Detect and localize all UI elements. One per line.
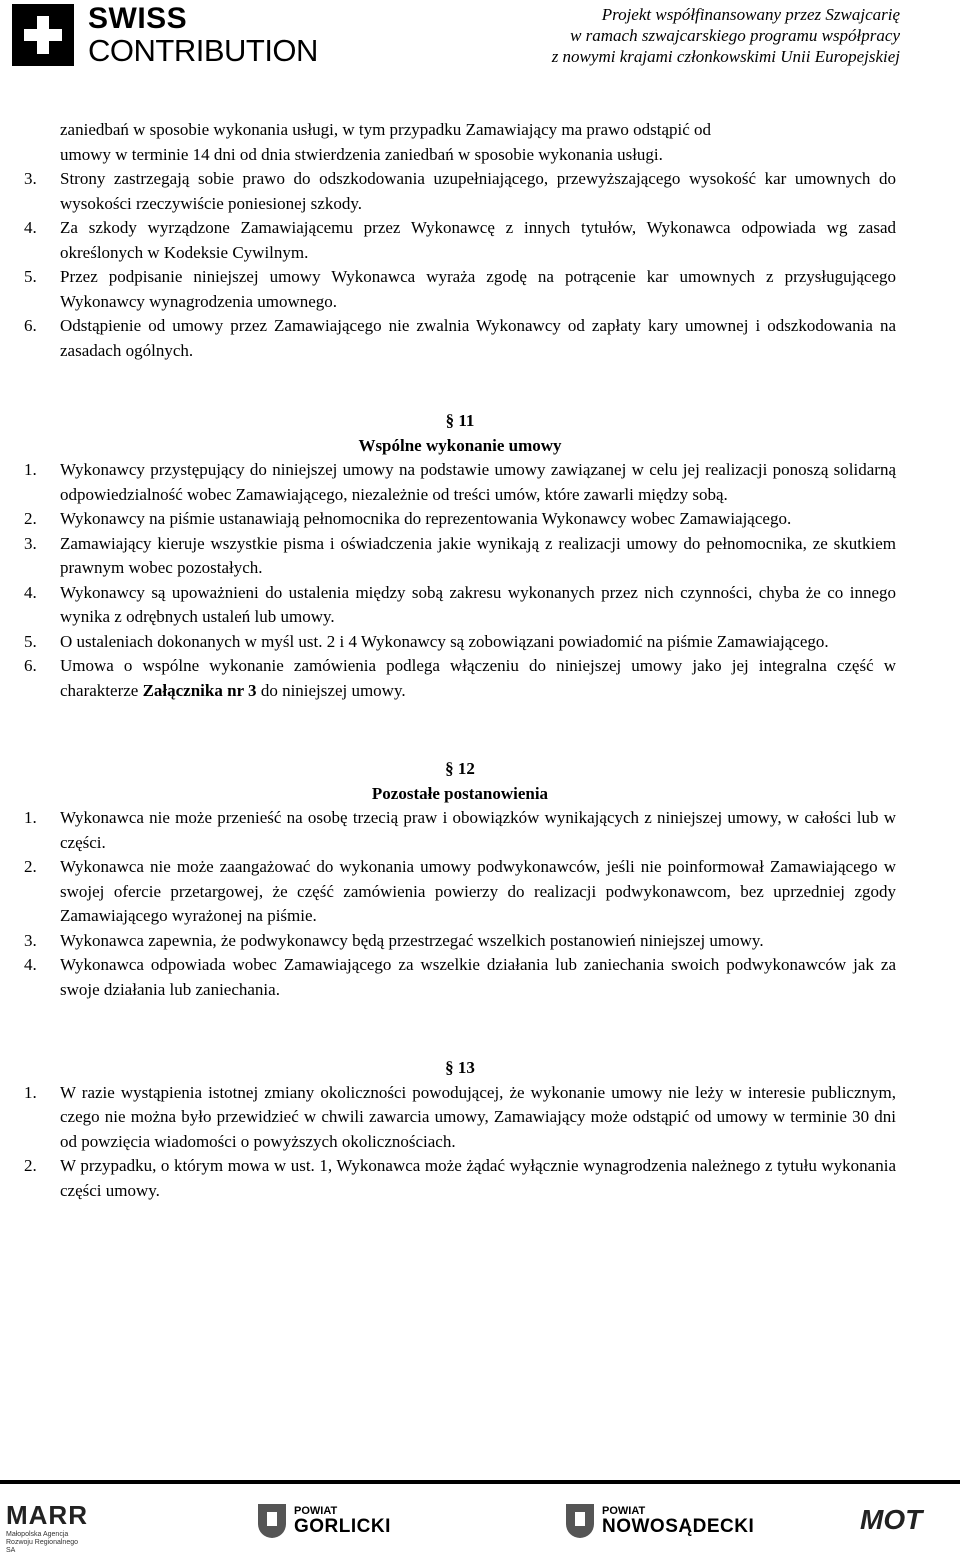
list-item	[24, 630, 896, 655]
item-text: Wykonawca odpowiada wobec Zamawiającego za wszelkie działania lub zaniechania swoich podwykonawców jak za swoje działania lub zaniechania.	[60, 955, 896, 999]
list-item	[24, 1154, 896, 1203]
logo-text-contribution: CONTRIBUTION	[88, 33, 318, 68]
item-text: W razie wystąpienia istotnej zmiany okoliczności powodującej, że wykonanie umowy nie leży w interesie publicznym, czego nie można było przewidzieć w chwili zawarcia umowy, Zamawiający może odstąpić od umowy w terminie 30 dni od powzięcia wiadomości o powyższych okolicznościach.	[60, 1082, 896, 1151]
section-title: Pozostałe postanowienia	[371, 783, 549, 803]
item-text: W przypadku, o którym mowa w ust. 1, Wykonawca może żądać wyłącznie wynagrodzenia należnego z tytułu wykonania części umowy.	[60, 1156, 896, 1200]
footer-divider	[0, 1480, 960, 1484]
powiat-label: POWIAT	[602, 1505, 646, 1517]
powiat-nowosadecki-logo	[566, 1504, 754, 1538]
funding-note-line1: Projekt współfinansowany przez Szwajcarię	[601, 5, 900, 24]
item-number: 2.	[24, 509, 37, 528]
item-number: 1.	[24, 1082, 37, 1102]
funding-note-line2: w ramach szwajcarskiego programu współpracy	[570, 26, 900, 45]
item-text: Wykonawcy są upoważnieni do ustalenia między sobą zakresu wykonanych przez nich czynności, chyba że co innego wynika z odrębnych ustaleń lub umowy.	[60, 582, 896, 626]
coat-of-arms-icon	[258, 1504, 286, 1538]
item-text-pre: Umowa o wspólne wykonanie zamówienia podlega włączeniu do niniejszej umowy jako jej integralna część w charakterze	[60, 656, 896, 700]
list-item	[24, 265, 896, 314]
attachment-reference: Załącznika nr 3	[142, 680, 257, 700]
list-item	[24, 507, 896, 532]
item-text: Przez podpisanie niniejszej umowy Wykonawca wyraża zgodę na potrącenie kar umownych z przysługującego Wykonawcy wynagrodzenia umownego.	[60, 267, 896, 311]
swiss-cross-icon	[12, 4, 74, 66]
page-header	[0, 0, 960, 72]
list-item	[24, 855, 896, 929]
item-text: Strony zastrzegają sobie prawo do odszkodowania uzupełniającego, przewyższającego wysokość kar umownych do wysokości rzeczywiście poniesionej szkody.	[60, 169, 896, 213]
section-number: § 12	[445, 759, 475, 778]
item-text: Wykonawca zapewnia, że podwykonawcy będą przestrzegać wszelkich postanowień niniejszej umowy.	[60, 930, 764, 950]
swiss-contribution-logo	[12, 2, 332, 68]
item-number: 3.	[24, 930, 37, 950]
logo-text-swiss: SWISS	[88, 2, 188, 35]
section-number: § 13	[445, 1058, 475, 1077]
item-number: 4.	[24, 218, 37, 237]
item-text: Zamawiający kieruje wszystkie pisma i oświadczenia jakie wynikają z realizacji umowy do pełnomocnika, ze skutkiem prawnym wobec pozostałych.	[60, 533, 896, 577]
item-text: Wykonawcy przystępujący do niniejszej umowy na podstawie umowy zawiązanej w celu jej realizacji ponoszą solidarną odpowiedzialność wobec Zamawiającego, niezależnie od treści umów, które zawarli między sobą.	[60, 460, 896, 504]
item-number: 4.	[24, 955, 37, 974]
list-item	[24, 654, 896, 703]
funding-note	[552, 4, 900, 67]
item-number: 1.	[24, 808, 37, 827]
list-item	[24, 1081, 896, 1155]
list-item	[24, 167, 896, 216]
item-number: 6.	[24, 656, 37, 675]
list-item	[24, 806, 896, 855]
funding-note-line3: z nowymi krajami członkowskimi Unii Europejskiej	[551, 47, 900, 66]
mot-logo: MOT	[860, 1504, 923, 1535]
item-number: 3.	[24, 169, 37, 188]
item-number: 2.	[24, 1156, 37, 1175]
item-text: Wykonawcy na piśmie ustanawiają pełnomocnika do reprezentowania Wykonawcy wobec Zamawiającego.	[60, 509, 792, 528]
continuation-line1: zaniedbań w sposobie wykonania usługi, w tym przypadku Zamawiający ma prawo odstąpić od	[60, 120, 712, 139]
section-title: Wspólne wykonanie umowy	[358, 435, 562, 455]
list-item	[24, 929, 896, 954]
list-item	[24, 314, 896, 363]
item-text: O ustaleniach dokonanych w myśl ust. 2 i 4 Wykonawcy są zobowiązani powiadomić na piśmie Zamawiającego.	[60, 631, 829, 651]
item-text: Wykonawca nie może zaangażować do wykonania umowy podwykonawców, jeśli nie poinformował Zamawiającego w swojej ofercie przetargowej, że część zamówienia powierzy do realizacji podwykonawcom, bez uprzedniej zgody Zamawiającego wyrażonej na piśmie.	[60, 857, 896, 925]
powiat-name: GORLICKI	[294, 1516, 391, 1537]
list-item	[24, 532, 896, 581]
coat-of-arms-icon	[566, 1504, 594, 1538]
item-text-post: do niniejszej umowy.	[256, 680, 406, 700]
powiat-name: NOWOSĄDECKI	[602, 1516, 755, 1537]
list-item	[24, 458, 896, 507]
list-item	[24, 216, 896, 265]
item-number: 5.	[24, 631, 37, 651]
item-number: 6.	[24, 316, 37, 335]
item-number: 3.	[24, 533, 37, 553]
marr-logo	[6, 1500, 88, 1555]
powiat-label: POWIAT	[294, 1505, 338, 1517]
powiat-gorlicki-logo	[258, 1504, 391, 1538]
item-number: 1.	[24, 460, 37, 479]
marr-logo-text: MARR	[6, 1500, 88, 1530]
item-number: 4.	[24, 582, 37, 602]
item-text: Za szkody wyrządzone Zamawiającemu przez Wykonawcę z innych tytułów, Wykonawca odpowiada wg zasad określonych w Kodeksie Cywilnym.	[60, 218, 896, 262]
item-number: 2.	[24, 857, 37, 876]
marr-logo-subtitle: Małopolska Agencja Rozwoju Regionalnego SA	[6, 1531, 78, 1554]
section-number: § 11	[445, 411, 475, 430]
page-footer	[0, 1494, 960, 1552]
item-text: Odstąpienie od umowy przez Zamawiającego nie zwalnia Wykonawcy od zapłaty kary umownej i odszkodowania na zasadach ogólnych.	[60, 316, 896, 360]
list-item	[24, 581, 896, 630]
list-item	[24, 953, 896, 1002]
continuation-line2: umowy w terminie 14 dni od dnia stwierdzenia zaniedbań w sposobie wykonania usługi.	[60, 144, 663, 164]
item-text: Wykonawca nie może przenieść na osobę trzecią praw i obowiązków wynikających z niniejszej umowy, w całości lub w części.	[60, 808, 896, 852]
document-body	[24, 118, 896, 1203]
item-number: 5.	[24, 267, 37, 286]
paragraph-continuation	[24, 118, 896, 167]
